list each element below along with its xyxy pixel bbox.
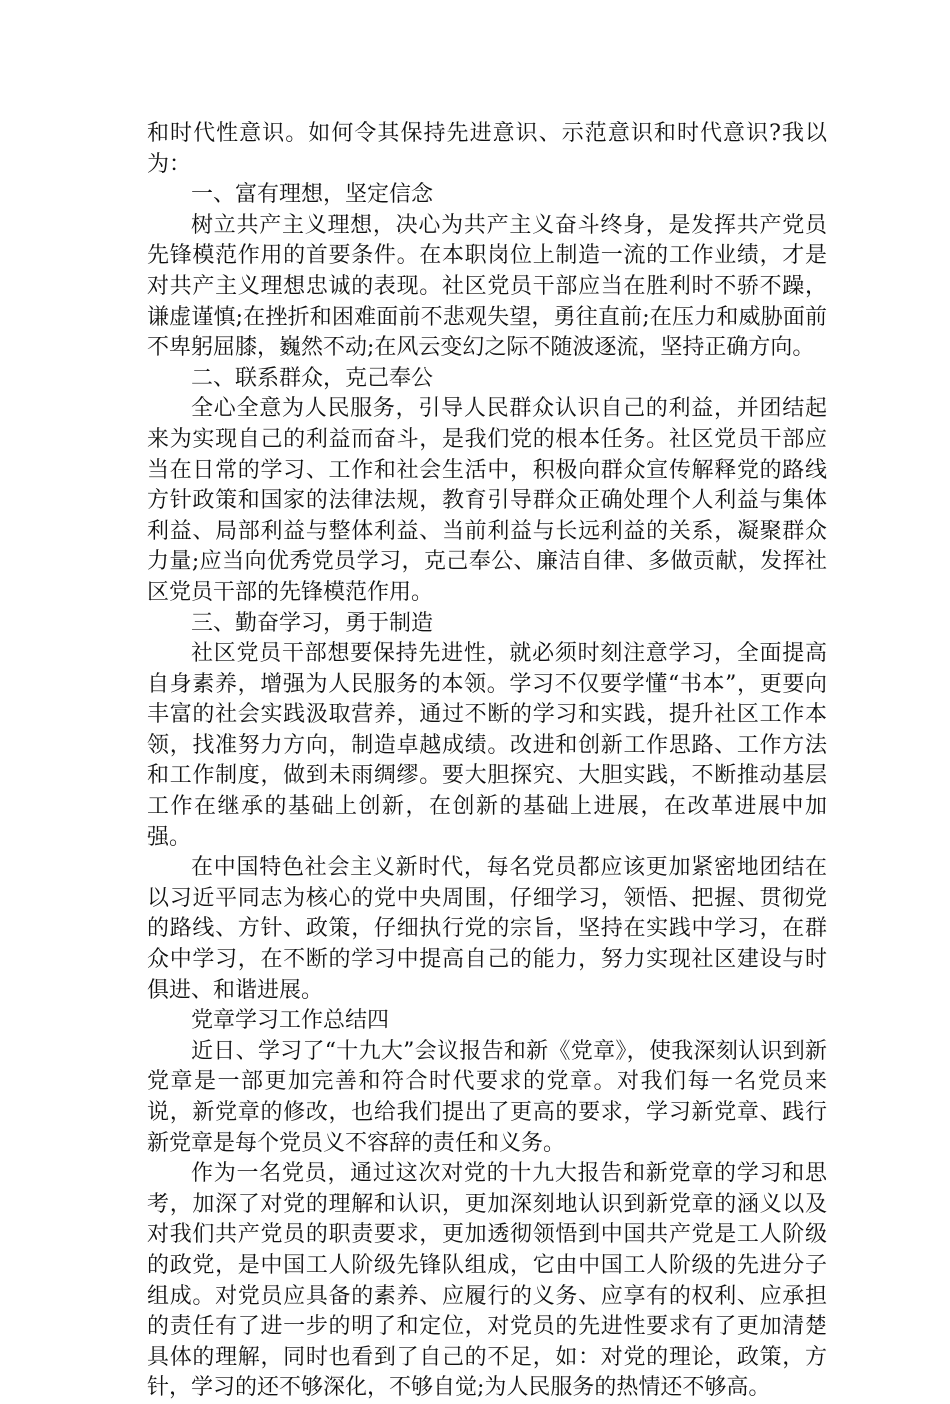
document-body [147, 119, 827, 1404]
section-heading-2: 二、联系群众，克己奉公 [191, 365, 434, 391]
paragraph: 社区党员干部想要保持先进性，就必须时刻注意学习，全面提高自身素养，增强为人民服务的本领。学习不仅要学懂“书本”，更要向丰富的社会实践汲取营养，通过不断的学习和实践，提升社区工作本领，找准努力方向，制造卓越成绩。改进和创新工作思路、工作方法和工作制度，做到未雨绸缪。要大胆探究、大胆实践，不断推动基层工作在继承的基础上创新，在创新的基础上进展，在改革进展中加强。 [147, 641, 827, 850]
section-heading-3: 三、勤奋学习，勇于制造 [191, 610, 434, 636]
paragraph: 树立共产主义理想，决心为共产主义奋斗终身，是发挥共产党员先锋模范作用的首要条件。在本职岗位上制造一流的工作业绩，才是对共产主义理想忠诚的表现。社区党员干部应当在胜利时不骄不躁，谦虚谨慎;在挫折和困难面前不悲观失望，勇往直前;在压力和威胁面前不卑躬屈膝，巍然不动;在风云变幻之际不随波逐流，坚持正确方向。 [147, 212, 827, 361]
section-title: 党章学习工作总结四 [191, 1008, 390, 1034]
paragraph: 全心全意为人民服务，引导人民群众认识自己的利益，并团结起来为实现自己的利益而奋斗，是我们党的根本任务。社区党员干部应当在日常的学习、工作和社会生活中，积极向群众宣传解释党的路线方针政策和国家的法律法规，教育引导群众正确处理个人利益与集体利益、局部利益与整体利益、当前利益与长远利益的关系，凝聚群众力量;应当向优秀党员学习，克己奉公、廉洁自律、多做贡献，发挥社区党员干部的先锋模范作用。 [147, 396, 827, 605]
paragraph-continuation: 和时代性意识。如何令其保持先进意识、示范意识和时代意识?我以为： [147, 121, 827, 177]
paragraph: 近日、学习了“十九大”会议报告和新《党章》，使我深刻认识到新党章是一部更加完善和符合时代要求的党章。对我们每一名党员来说，新党章的修改，也给我们提出了更高的要求，学习新党章、践行新党章是每个党员义不容辞的责任和义务。 [147, 1038, 827, 1156]
section-heading-1: 一、富有理想，坚定信念 [191, 182, 434, 208]
paragraph: 在中国特色社会主义新时代，每名党员都应该更加紧密地团结在以习近平同志为核心的党中央周围，仔细学习，领悟、把握、贯彻党的路线、方针、政策，仔细执行党的宗旨，坚持在实践中学习，在群众中学习，在不断的学习中提高自己的能力，努力实现社区建设与时俱进、和谐进展。 [147, 855, 827, 1003]
paragraph: 作为一名党员，通过这次对党的十九大报告和新党章的学习和思考，加深了对党的理解和认识，更加深刻地认识到新党章的涵义以及对我们共产党员的职责要求，更加透彻领悟到中国共产党是工人阶级的政党，是中国工人阶级先锋队组成，它由中国工人阶级的先进分子组成。对党员应具备的素养、应履行的义务、应享有的权利、应承担的责任有了进一步的明了和定位，对党员的先进性要求有了更加清楚具体的理解，同时也看到了自己的不足，如：对党的理论，政策，方针，学习的还不够深化，不够自觉;为人民服务的热情还不够高。 [147, 1161, 827, 1401]
